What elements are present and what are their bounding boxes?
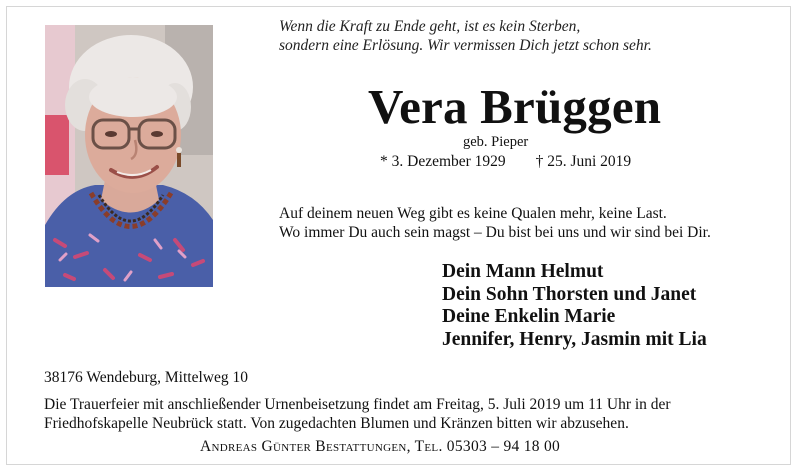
deceased-name: Vera Brüggen bbox=[368, 79, 662, 134]
portrait-photo bbox=[45, 25, 213, 287]
mourner-line: Jennifer, Henry, Jasmin mit Lia bbox=[442, 328, 707, 350]
verse-line: Auf deinem neuen Weg gibt es keine Qualen mehr, keine Last. bbox=[279, 205, 667, 222]
undertaker-contact: Andreas Günter Bestattungen, Tel. 05303 – 94 18 00 bbox=[200, 438, 561, 455]
motto-line: Wenn die Kraft zu Ende geht, ist es kein Sterben, bbox=[279, 18, 581, 35]
maiden-name: geb. Pieper bbox=[463, 134, 529, 150]
life-dates bbox=[380, 153, 631, 171]
mourner-line: Dein Mann Helmut bbox=[442, 261, 604, 282]
address: 38176 Wendeburg, Mittelweg 10 bbox=[44, 369, 248, 386]
mourner-line: Deine Enkelin Marie bbox=[442, 306, 616, 327]
funeral-notice bbox=[44, 395, 671, 433]
notice-line: Friedhofskapelle Neubrück statt. Von zugedachten Blumen und Kränzen bitten wir abzusehen. bbox=[44, 415, 629, 432]
mourners-list bbox=[442, 261, 707, 351]
verse bbox=[279, 204, 711, 242]
mourner-line: Dein Sohn Thorsten und Janet bbox=[442, 283, 697, 305]
verse-line: Wo immer Du auch sein magst – Du bist bei uns und wir sind bei Dir. bbox=[279, 224, 711, 241]
birth-date: * 3. Dezember 1929 bbox=[380, 153, 506, 170]
motto-line: sondern eine Erlösung. Wir vermissen Dich jetzt schon sehr. bbox=[279, 37, 652, 54]
notice-line: Die Trauerfeier mit anschließender Urnenbeisetzung findet am Freitag, 5. Juli 2019 um 11 Uhr in der bbox=[44, 396, 671, 413]
motto-quote bbox=[279, 17, 779, 55]
death-date: † 25. Juni 2019 bbox=[535, 153, 632, 170]
